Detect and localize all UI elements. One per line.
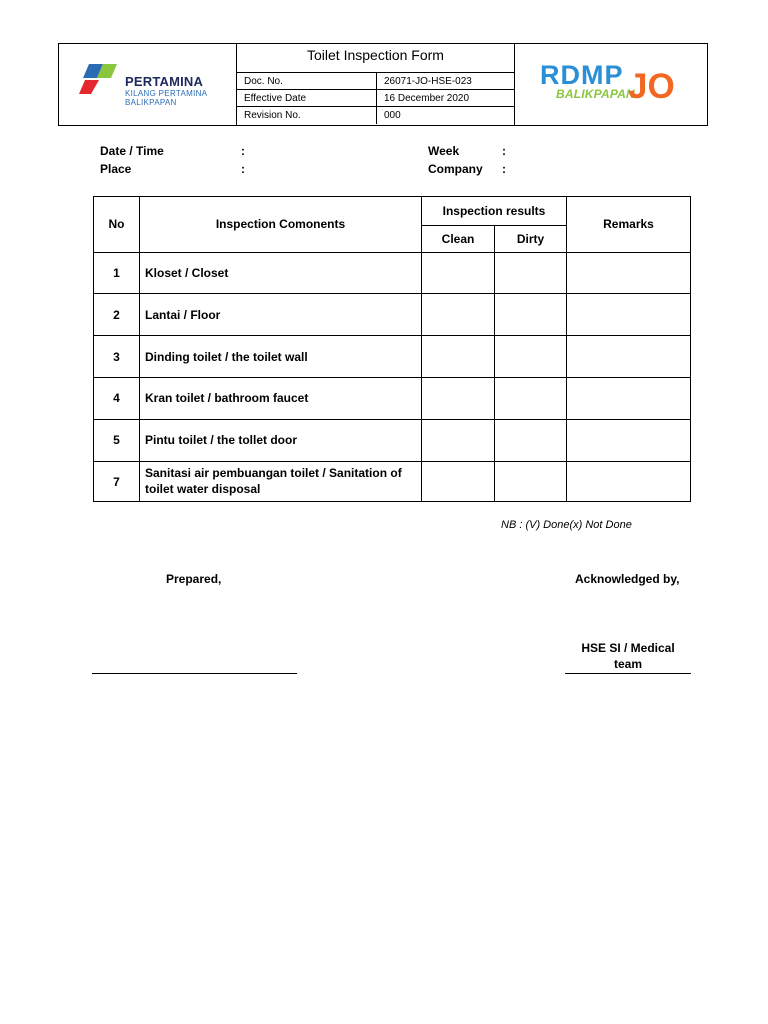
- row-no: 4: [113, 391, 120, 405]
- rdmp-logo-subtext: BALIKPAPAN: [556, 87, 635, 101]
- row-component: Dinding toilet / the toilet wall: [145, 350, 308, 364]
- form-title: Toilet Inspection Form: [237, 44, 514, 73]
- rdmp-logo-text: RDMP: [540, 60, 624, 90]
- week-colon: :: [502, 144, 506, 158]
- row-component: Lantai / Floor: [145, 308, 221, 322]
- meta-row-revision: [237, 107, 514, 124]
- jo-logo-text: JO: [628, 67, 675, 106]
- meta-label: Effective Date: [244, 93, 307, 104]
- row-component: Kran toilet / bathroom faucet: [145, 391, 309, 405]
- acknowledged-label: Acknowledged by,: [575, 572, 680, 586]
- header-info-cell: [237, 44, 515, 125]
- meta-value: 26071-JO-HSE-023: [384, 76, 472, 87]
- date-time-colon: :: [241, 144, 245, 158]
- row-component: Kloset / Closet: [145, 266, 229, 280]
- row-no: 3: [113, 350, 120, 364]
- pertamina-logo-icon: [79, 62, 123, 96]
- document-header: [58, 43, 708, 126]
- place-colon: :: [241, 162, 245, 176]
- header-no: No: [108, 217, 125, 231]
- week-label: Week: [428, 144, 460, 158]
- meta-row-doc-no: [237, 73, 514, 90]
- pertamina-subtitle-1: KILANG PERTAMINA: [125, 89, 208, 98]
- inspection-table: [93, 196, 691, 502]
- company-label: Company: [428, 162, 483, 176]
- place-label: Place: [100, 162, 132, 176]
- row-component: Sanitasi air pembuangan toilet / Sanitation of toilet water disposal: [145, 466, 402, 496]
- header-clean: Clean: [441, 232, 475, 246]
- header-dirty: Dirty: [516, 232, 545, 246]
- row-no: 1: [113, 266, 120, 280]
- prepared-signature-line: [92, 673, 297, 674]
- header-components: Inspection Comonents: [215, 217, 346, 231]
- meta-value: 16 December 2020: [384, 93, 470, 104]
- prepared-label: Prepared,: [166, 572, 222, 586]
- row-no: 2: [113, 308, 120, 322]
- left-logo-cell: [59, 44, 237, 125]
- legend-note: NB : (V) Done(x) Not Done: [501, 519, 632, 531]
- row-no: 7: [113, 475, 120, 489]
- pertamina-name: PERTAMINA: [125, 74, 204, 89]
- pertamina-subtitle-2: BALIKPAPAN: [125, 98, 177, 107]
- meta-label: Doc. No.: [244, 76, 283, 87]
- row-no: 5: [113, 433, 120, 447]
- acknowledger-role-line-1: HSE SI / Medical: [581, 641, 675, 655]
- meta-label: Revision No.: [244, 110, 301, 121]
- header-remarks: Remarks: [603, 217, 654, 231]
- row-component: Pintu toilet / the tollet door: [145, 433, 297, 447]
- header-inspection-results: Inspection results: [442, 204, 546, 218]
- company-colon: :: [502, 162, 506, 176]
- meta-value: 000: [384, 110, 401, 121]
- meta-row-effective-date: [237, 90, 514, 107]
- date-time-label: Date / Time: [100, 144, 164, 158]
- acknowledger-role-line-2: team: [613, 657, 642, 671]
- right-logo-cell: [515, 44, 707, 125]
- acknowledged-signature-line: [565, 673, 691, 674]
